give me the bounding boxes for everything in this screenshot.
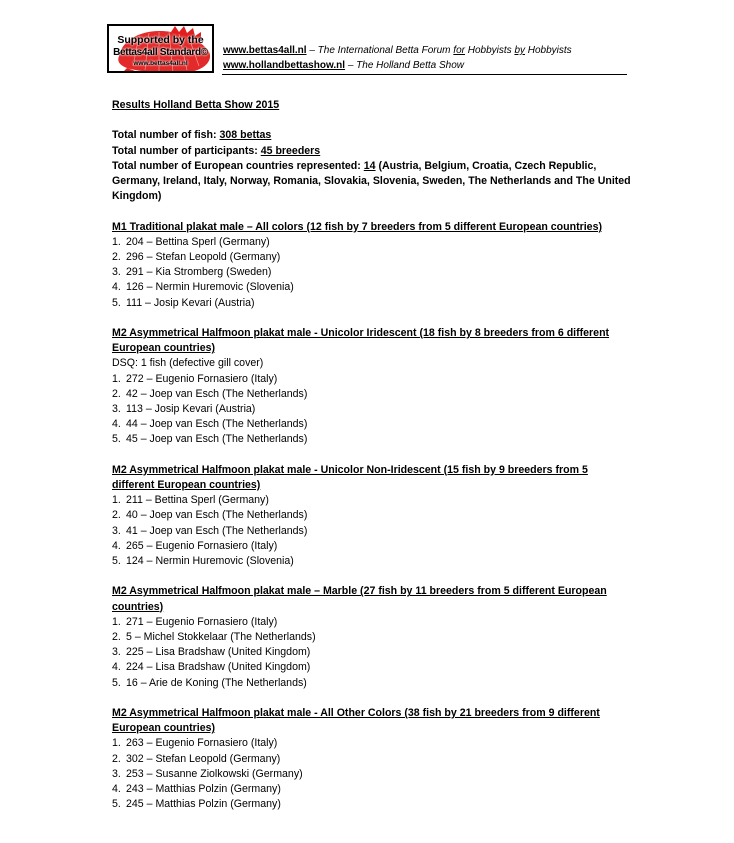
category-m2-all-other-colors <box>112 706 632 812</box>
hollandbettashow-link[interactable]: www.hollandbettashow.nl <box>223 60 346 71</box>
total-fish <box>112 128 632 143</box>
result-item: 2. 5 – Michel Stokkelaar (The Netherlands) <box>112 631 316 644</box>
category-m2-unicolor-iridescent <box>112 326 632 448</box>
page-header <box>223 43 572 73</box>
result-item: 5. 16 – Arie de Koning (The Netherlands) <box>112 676 307 689</box>
result-item: 4. 243 – Matthias Polzin (Germany) <box>112 783 281 796</box>
result-item: 2. 40 – Joep van Esch (The Netherlands) <box>112 509 308 522</box>
category-heading: M2 Asymmetrical Halfmoon plakat male – Marble (27 fish by 11 breeders from 5 different European countries) <box>112 585 607 613</box>
results-list <box>112 736 632 812</box>
result-item: 4. 126 – Nermin Huremovic (Slovenia) <box>112 281 294 294</box>
total-participants-value: 45 breeders <box>260 144 321 157</box>
total-fish-label: Total number of fish: <box>112 129 220 142</box>
result-item: 3. 253 – Susanne Ziolkowski (Germany) <box>112 767 303 780</box>
result-item: 2. 302 – Stefan Leopold (Germany) <box>112 752 281 765</box>
results-list <box>112 493 632 569</box>
result-item: 4. 265 – Eugenio Fornasiero (Italy) <box>112 539 278 552</box>
header-line-1-end: Hobbyists <box>525 45 572 56</box>
result-item: 2. 42 – Joep van Esch (The Netherlands) <box>112 387 308 400</box>
total-fish-value: 308 bettas <box>219 129 272 142</box>
result-item: 1. 263 – Eugenio Fornasiero (Italy) <box>112 737 278 750</box>
header-by: by <box>514 45 525 56</box>
results-list <box>112 372 632 448</box>
total-participants <box>112 144 632 159</box>
category-heading: M1 Traditional plakat male – All colors (12 fish by 7 breeders from 5 different European countries) <box>112 220 602 233</box>
bettas4all-logo <box>107 24 214 73</box>
result-item: 3. 225 – Lisa Bradshaw (United Kingdom) <box>112 646 311 659</box>
results-list <box>112 615 632 691</box>
category-m2-unicolor-non-iridescent <box>112 463 632 569</box>
result-item: 4. 44 – Joep van Esch (The Netherlands) <box>112 418 308 431</box>
category-heading: M2 Asymmetrical Halfmoon plakat male - Unicolor Iridescent (18 fish by 8 breeders from 6 different European countries) <box>112 327 610 355</box>
bettas4all-link[interactable]: www.bettas4all.nl <box>223 45 307 56</box>
total-participants-label: Total number of participants: <box>112 144 261 157</box>
result-item: 1. 272 – Eugenio Fornasiero (Italy) <box>112 372 278 385</box>
logo-line-2: Bettas4all Standard© <box>113 47 208 58</box>
result-item: 5. 45 – Joep van Esch (The Netherlands) <box>112 433 308 446</box>
results-list <box>112 235 632 311</box>
result-item: 3. 291 – Kia Stromberg (Sweden) <box>112 266 272 279</box>
header-for: for <box>453 45 465 56</box>
category-m2-marble <box>112 584 632 690</box>
total-countries-value: 14 <box>363 159 376 172</box>
countries-list: (Austria, Belgium, Croatia, Czech Republic, Germany, Ireland, Italy, Norway, Romania, Slovakia, Slovenia, Sweden, The Netherlands and The United Kingdom) <box>112 159 631 203</box>
header-line-1 <box>223 43 572 58</box>
result-item: 3. 113 – Josip Kevari (Austria) <box>112 403 256 416</box>
total-countries <box>112 159 632 205</box>
dsq-note: DSQ: 1 fish (defective gill cover) <box>112 357 264 370</box>
result-item: 5. 245 – Matthias Polzin (Germany) <box>112 798 281 811</box>
logo-line-3: www.bettas4all.nl <box>133 60 188 67</box>
header-line-1-pre: – The International Betta Forum <box>306 45 454 56</box>
result-item: 2. 296 – Stefan Leopold (Germany) <box>112 251 281 263</box>
result-item: 3. 41 – Joep van Esch (The Netherlands) <box>112 524 308 537</box>
header-divider <box>222 74 627 75</box>
category-heading: M2 Asymmetrical Halfmoon plakat male - Unicolor Non-Iridescent (15 fish by 9 breeders from 5 different European countries) <box>112 463 588 492</box>
result-item: 1. 204 – Bettina Sperl (Germany) <box>112 235 270 248</box>
header-line-1-mid: Hobbyists <box>464 45 515 56</box>
page-title: Results Holland Betta Show 2015 <box>112 99 280 111</box>
header-line-2 <box>223 58 572 73</box>
result-item: 1. 271 – Eugenio Fornasiero (Italy) <box>112 615 278 628</box>
result-item: 4. 224 – Lisa Bradshaw (United Kingdom) <box>112 661 311 674</box>
category-m1-traditional <box>112 220 632 311</box>
document-body <box>112 98 632 812</box>
result-item: 5. 124 – Nermin Huremovic (Slovenia) <box>112 555 294 568</box>
header-line-2-text: – The Holland Betta Show <box>345 60 465 71</box>
logo-line-1: Supported by the <box>117 34 204 46</box>
result-item: 1. 211 – Bettina Sperl (Germany) <box>112 494 269 507</box>
category-heading: M2 Asymmetrical Halfmoon plakat male - All Other Colors (38 fish by 21 breeders from 9 different European countries) <box>112 707 600 735</box>
result-item: 5. 111 – Josip Kevari (Austria) <box>112 296 255 309</box>
total-countries-label: Total number of European countries represented: <box>112 159 364 172</box>
